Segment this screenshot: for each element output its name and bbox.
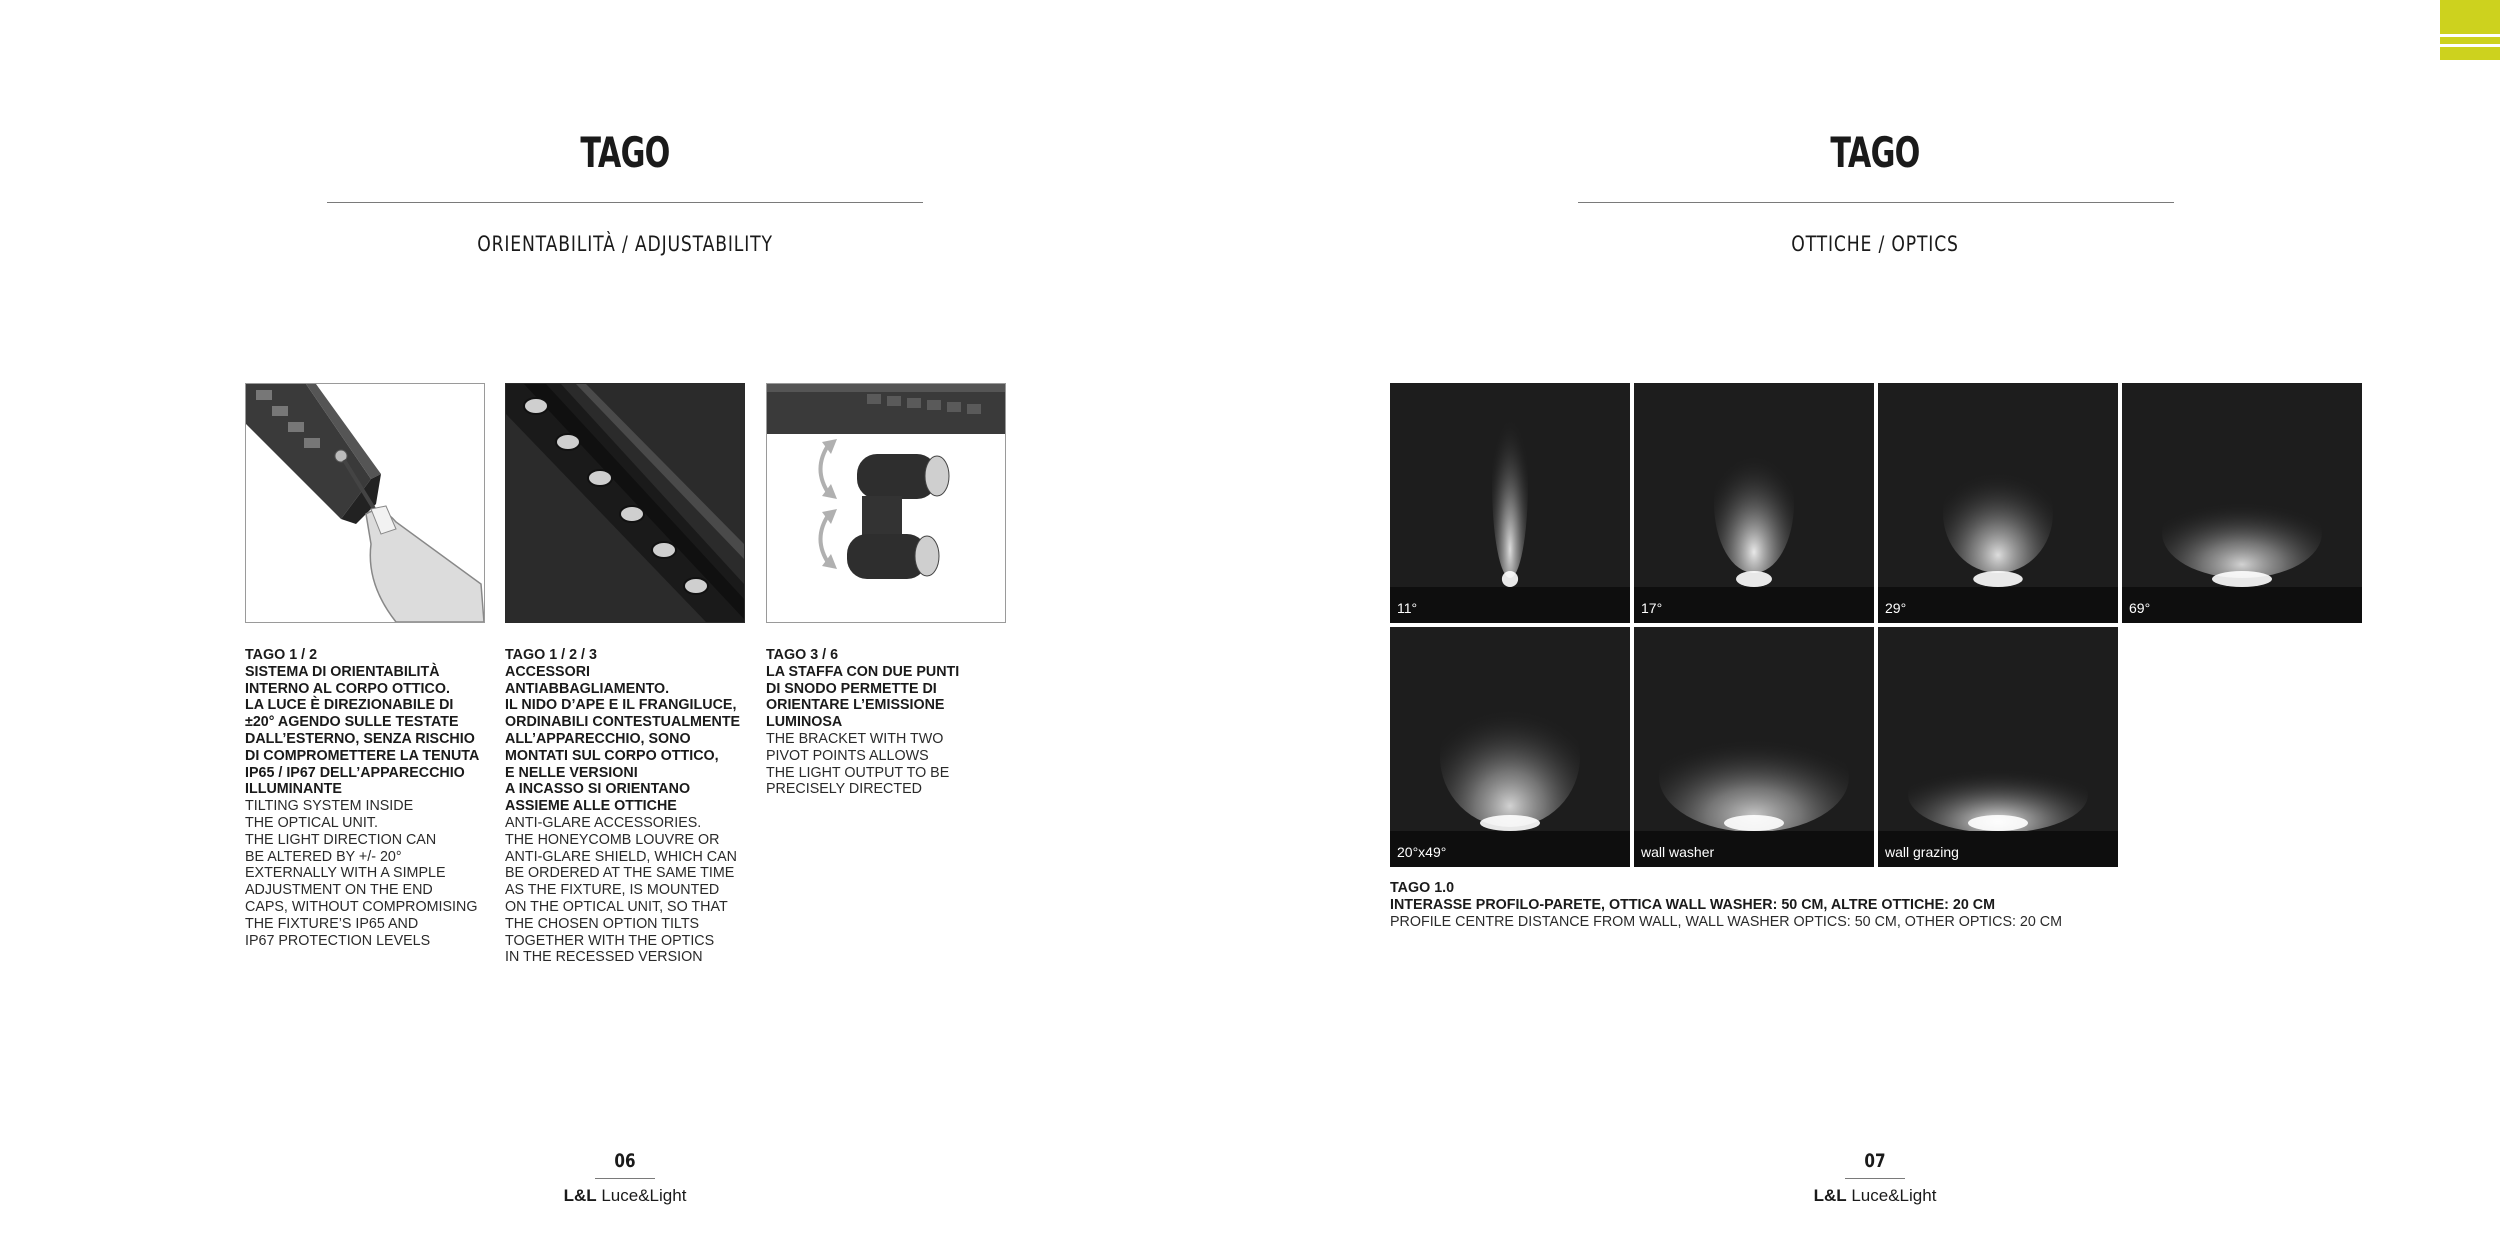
english-description: TILTING SYSTEM INSIDE THE OPTICAL UNIT. THE LIGHT DIRECTION CAN BE ALTERED BY +/- 20° EXTERNALLY WITH A SIMPLE ADJUSTMENT ON THE END CAPS, WITHOUT COMPROMISING THE FIXTURE’S IP65 AND IP67 PROTECTION LEVELS (245, 798, 478, 949)
optic-label: 17° (1641, 600, 1663, 616)
optic-tile (1634, 627, 1874, 867)
bracket-illustration (766, 383, 1006, 623)
optic-tile (1390, 383, 1630, 623)
title-divider (1578, 202, 2174, 203)
corner-accent-tab (2440, 0, 2500, 60)
tilting-system-illustration (245, 383, 485, 623)
page-number-divider (1845, 1178, 1905, 1179)
optics-caption (1390, 880, 2390, 930)
adjustability-column-2 (505, 383, 745, 966)
brand-footer (1250, 1186, 2500, 1206)
page-number: 06 (614, 1150, 636, 1172)
label-band (1390, 587, 1630, 623)
page-number: 07 (1864, 1150, 1886, 1172)
adjustability-text-2 (505, 647, 745, 966)
english-description: ANTI-GLARE ACCESSORIES. THE HONEYCOMB LOUVRE OR ANTI-GLARE SHIELD, WHICH CAN BE ORDERED AT THE SAME TIME AS THE FIXTURE, IS MOUNTED ON THE OPTICAL UNIT, SO THAT THE CHOSEN OPTION TILTS TOGETHER WITH THE OPTICS IN THE RECESSED VERSION (505, 814, 737, 966)
page-title: TAGO (580, 128, 670, 177)
optic-tile (1634, 383, 1874, 623)
adjustability-column-3 (766, 383, 1006, 798)
optic-label: 20°x49° (1397, 844, 1447, 860)
optic-label: 69° (2129, 600, 2151, 616)
page-title: TAGO (1830, 128, 1920, 177)
optic-tile (1878, 383, 2118, 623)
adjustability-text-1 (245, 647, 485, 949)
page-subtitle: OTTICHE / OPTICS (1791, 232, 1959, 256)
title-divider (327, 202, 923, 203)
brand-logo-text: L&L (1813, 1186, 1847, 1205)
column-heading: TAGO 1 / 2 (245, 647, 318, 663)
adjustability-text-3 (766, 647, 1006, 798)
optic-tile (2122, 383, 2362, 623)
caption-english: PROFILE CENTRE DISTANCE FROM WALL, WALL WASHER OPTICS: 50 CM, OTHER OPTICS: 20 CM (1390, 913, 2063, 930)
english-description: THE BRACKET WITH TWO PIVOT POINTS ALLOWS THE LIGHT OUTPUT TO BE PRECISELY DIRECTED (766, 730, 950, 798)
optic-tile (1878, 627, 2118, 867)
optic-label: wall grazing (1885, 844, 1959, 860)
adjustability-column-1 (245, 383, 485, 949)
label-band (1634, 587, 1874, 623)
italian-description: LA STAFFA CON DUE PUNTI DI SNODO PERMETTE DI ORIENTARE L’EMISSIONE LUMINOSA (766, 663, 960, 731)
optic-label: 29° (1885, 600, 1907, 616)
label-band (2122, 587, 2362, 623)
column-heading: TAGO 3 / 6 (766, 647, 839, 663)
optic-tile (1390, 627, 1630, 867)
brand-name: Luce&Light (596, 1186, 687, 1205)
page-subtitle: ORIENTABILITÀ / ADJUSTABILITY (477, 232, 773, 256)
right-page (1250, 0, 2500, 1250)
anti-glare-accessories-photo (505, 383, 745, 623)
page-number-divider (595, 1178, 655, 1179)
caption-italian: INTERASSE PROFILO-PARETE, OTTICA WALL WASHER: 50 CM, ALTRE OTTICHE: 20 CM (1390, 896, 1995, 913)
brand-name: Luce&Light (1846, 1186, 1937, 1205)
label-band (1878, 587, 2118, 623)
optic-label: wall washer (1641, 844, 1715, 860)
caption-heading: TAGO 1.0 (1390, 880, 1455, 896)
brand-footer (0, 1186, 1250, 1206)
brand-logo-text: L&L (563, 1186, 597, 1205)
optic-label: 11° (1397, 600, 1418, 616)
italian-description: ACCESSORI ANTIABBAGLIAMENTO. IL NIDO D’APE E IL FRANGILUCE, ORDINABILI CONTESTUALMENTE ALL’APPARECCHIO, SONO MONTATI SUL CORPO OTTICO, E NELLE VERSIONI A INCASSO SI ORIENTANO ASSIEME ALLE OTTICHE (505, 663, 741, 815)
italian-description: SISTEMA DI ORIENTABILITÀ INTERNO AL CORPO OTTICO. LA LUCE È DIREZIONABILE DI ±20° AGENDO SULLE TESTATE DALL’ESTERNO, SENZA RISCHIO DI COMPROMETTERE LA TENUTA IP65 / IP67 DELL’APPARECCHIO ILLUMINANTE (245, 663, 480, 798)
column-heading: TAGO 1 / 2 / 3 (505, 647, 597, 663)
